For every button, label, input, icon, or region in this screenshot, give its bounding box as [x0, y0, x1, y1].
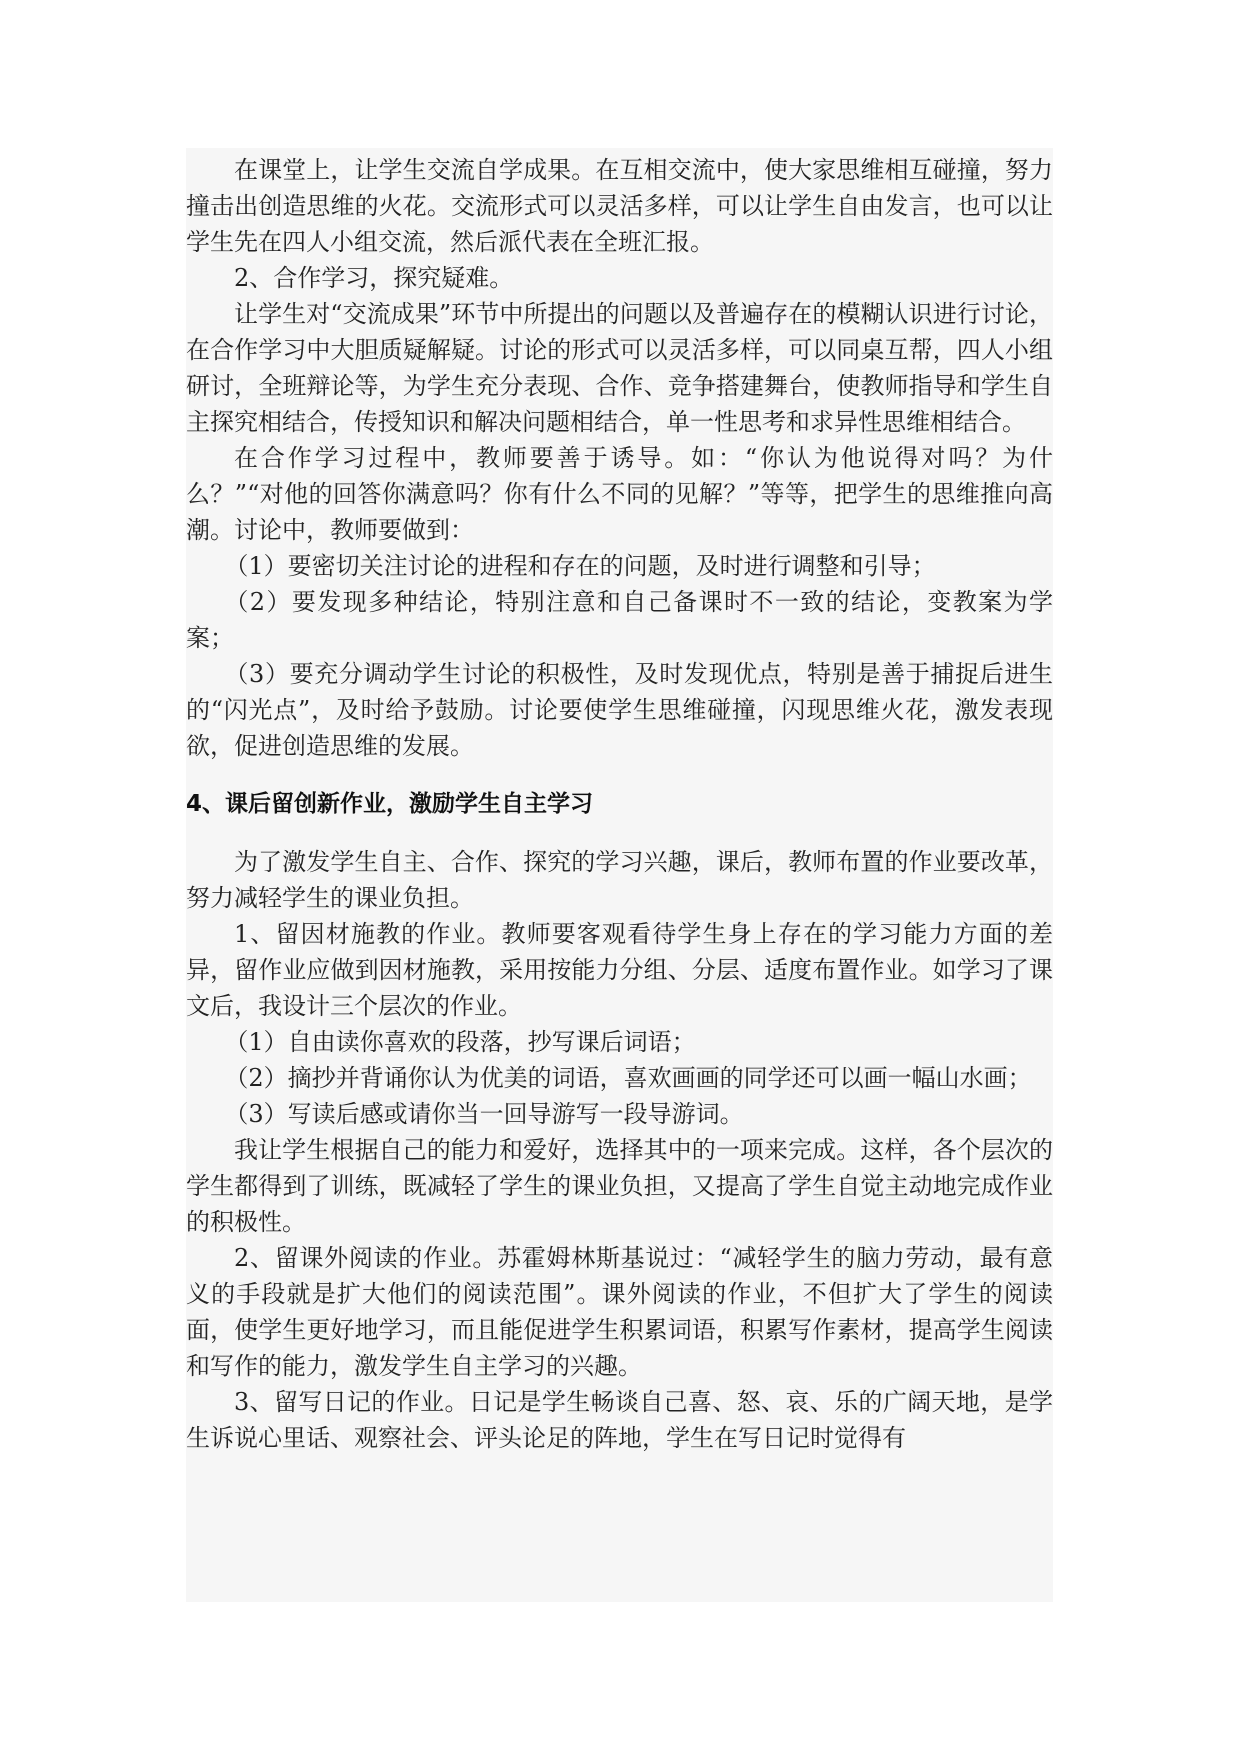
section-heading: 4、课后留创新作业，激励学生自主学习	[186, 791, 594, 817]
para-level-1: （1）自由读你喜欢的段落，抄写课后词语；	[224, 1028, 696, 1056]
para-cooperative-title: 2、合作学习，探究疑难。	[234, 264, 514, 292]
para-homework-3: 3、留写日记的作业。日记是学生畅谈自己喜、怒、哀、乐的广阔天地，是学生诉说心里话、观察社会、评头论足的阵地，学生在写日记时觉得有	[186, 1388, 1053, 1452]
para-level-3: （3）写读后感或请你当一回导游写一段导游词。	[224, 1100, 744, 1128]
para-homework-1: 1、留因材施教的作业。教师要客观看待学生身上存在的学习能力方面的差异，留作业应做到因材施教，采用按能力分组、分层、适度布置作业。如学习了课文后，我设计三个层次的作业。	[186, 920, 1053, 1020]
para-point-1: （1）要密切关注讨论的进程和存在的问题，及时进行调整和引导；	[224, 552, 936, 580]
para-teacher-guide: 在合作学习过程中，教师要善于诱导。如：“你认为他说得对吗？为什么？”“对他的回答你满意吗？你有什么不同的见解？”等等，把学生的思维推向高潮。讨论中，教师要做到：	[186, 444, 1053, 544]
para-homework-2: 2、留课外阅读的作业。苏霍姆林斯基说过：“减轻学生的脑力劳动，最有意义的手段就是扩大他们的阅读范围”。课外阅读的作业，不但扩大了学生的阅读面，使学生更好地学习，而且能促进学生积累词语，积累写作素材，提高学生阅读和写作的能力，激发学生自主学习的兴趣。	[186, 1244, 1053, 1380]
para-cooperative-body: 让学生对“交流成果”环节中所提出的问题以及普遍存在的模糊认识进行讨论，在合作学习中大胆质疑解疑。讨论的形式可以灵活多样，可以同桌互帮，四人小组研讨，全班辩论等，为学生充分表现、合作、竞争搭建舞台，使教师指导和学生自主探究相结合，传授知识和解决问题相结合，单一性思考和求异性思维相结合。	[186, 300, 1053, 436]
para-level-2: （2）摘抄并背诵你认为优美的词语，喜欢画画的同学还可以画一幅山水画；	[224, 1064, 1032, 1092]
para-point-3: （3）要充分调动学生讨论的积极性，及时发现优点，特别是善于捕捉后进生的“闪光点”，及时给予鼓励。讨论要使学生思维碰撞，闪现思维火花，激发表现欲，促进创造思维的发展。	[186, 660, 1053, 760]
document-body	[186, 152, 1053, 1456]
para-exchange-results: 在课堂上，让学生交流自学成果。在互相交流中，使大家思维相互碰撞，努力撞击出创造思维的火花。交流形式可以灵活多样，可以让学生自由发言，也可以让学生先在四人小组交流，然后派代表在全班汇报。	[186, 156, 1053, 256]
para-choice: 我让学生根据自己的能力和爱好，选择其中的一项来完成。这样，各个层次的学生都得到了训练，既减轻了学生的课业负担，又提高了学生自觉主动地完成作业的积极性。	[186, 1136, 1053, 1236]
para-point-2: （2）要发现多种结论，特别注意和自己备课时不一致的结论，变教案为学案；	[186, 588, 1053, 652]
para-homework-intro: 为了激发学生自主、合作、探究的学习兴趣，课后，教师布置的作业要改革，努力减轻学生的课业负担。	[186, 848, 1053, 912]
